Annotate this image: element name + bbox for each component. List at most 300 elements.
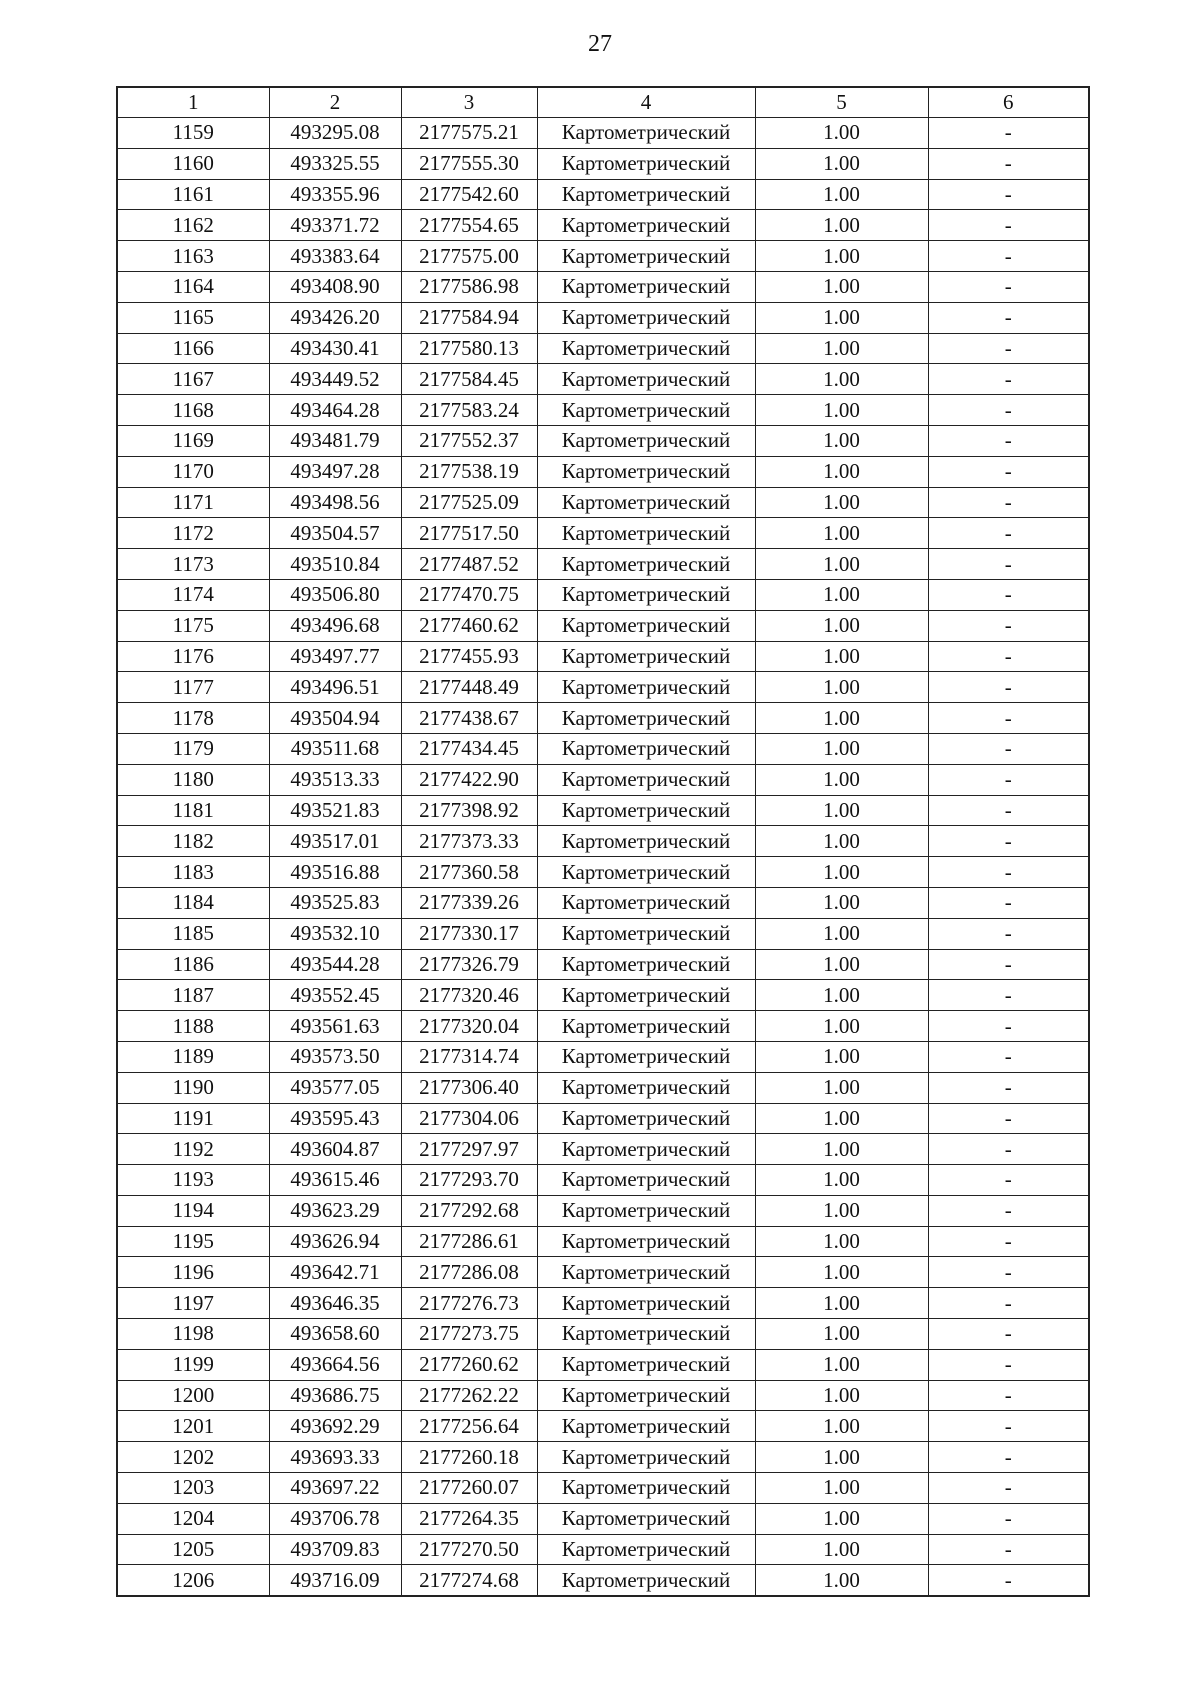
- table-row: [117, 271, 1089, 302]
- table-row: [117, 549, 1089, 580]
- cell-accuracy: 1.00: [755, 641, 928, 672]
- cell-note: -: [928, 1072, 1089, 1103]
- cell-note: -: [928, 980, 1089, 1011]
- cell-y-coordinate: 2177542.60: [401, 179, 537, 210]
- cell-x-coordinate: 493658.60: [269, 1319, 401, 1350]
- cell-y-coordinate: 2177339.26: [401, 887, 537, 918]
- cell-accuracy: 1.00: [755, 1103, 928, 1134]
- cell-x-coordinate: 493646.35: [269, 1288, 401, 1319]
- table-row: [117, 672, 1089, 703]
- cell-x-coordinate: 493449.52: [269, 364, 401, 395]
- cell-y-coordinate: 2177575.21: [401, 118, 537, 149]
- cell-point-number: 1180: [117, 764, 269, 795]
- cell-x-coordinate: 493709.83: [269, 1534, 401, 1565]
- cell-accuracy: 1.00: [755, 1226, 928, 1257]
- cell-accuracy: 1.00: [755, 1411, 928, 1442]
- table-header: [117, 87, 1089, 118]
- cell-point-number: 1169: [117, 425, 269, 456]
- cell-note: -: [928, 148, 1089, 179]
- coordinates-table: [116, 86, 1090, 1597]
- table-row: [117, 333, 1089, 364]
- cell-note: -: [928, 179, 1089, 210]
- cell-method: Картометрический: [537, 887, 755, 918]
- cell-x-coordinate: 493516.88: [269, 857, 401, 888]
- cell-x-coordinate: 493496.68: [269, 610, 401, 641]
- cell-y-coordinate: 2177286.08: [401, 1257, 537, 1288]
- cell-note: -: [928, 918, 1089, 949]
- cell-x-coordinate: 493664.56: [269, 1349, 401, 1380]
- cell-x-coordinate: 493371.72: [269, 210, 401, 241]
- table-row: [117, 980, 1089, 1011]
- cell-x-coordinate: 493552.45: [269, 980, 401, 1011]
- cell-point-number: 1195: [117, 1226, 269, 1257]
- cell-x-coordinate: 493706.78: [269, 1503, 401, 1534]
- cell-y-coordinate: 2177297.97: [401, 1134, 537, 1165]
- cell-method: Картометрический: [537, 241, 755, 272]
- cell-y-coordinate: 2177517.50: [401, 518, 537, 549]
- cell-accuracy: 1.00: [755, 1319, 928, 1350]
- cell-y-coordinate: 2177525.09: [401, 487, 537, 518]
- cell-x-coordinate: 493506.80: [269, 579, 401, 610]
- cell-method: Картометрический: [537, 1288, 755, 1319]
- cell-note: -: [928, 826, 1089, 857]
- cell-accuracy: 1.00: [755, 518, 928, 549]
- header-col-6: 6: [928, 87, 1089, 118]
- cell-note: -: [928, 1257, 1089, 1288]
- cell-note: -: [928, 641, 1089, 672]
- cell-method: Картометрический: [537, 302, 755, 333]
- cell-method: Картометрический: [537, 918, 755, 949]
- cell-point-number: 1175: [117, 610, 269, 641]
- cell-accuracy: 1.00: [755, 1011, 928, 1042]
- cell-accuracy: 1.00: [755, 425, 928, 456]
- cell-point-number: 1168: [117, 395, 269, 426]
- cell-y-coordinate: 2177326.79: [401, 949, 537, 980]
- cell-point-number: 1199: [117, 1349, 269, 1380]
- cell-note: -: [928, 118, 1089, 149]
- cell-method: Картометрический: [537, 1349, 755, 1380]
- cell-note: -: [928, 579, 1089, 610]
- cell-point-number: 1190: [117, 1072, 269, 1103]
- cell-accuracy: 1.00: [755, 980, 928, 1011]
- table-row: [117, 179, 1089, 210]
- table-row: [117, 641, 1089, 672]
- cell-point-number: 1177: [117, 672, 269, 703]
- cell-accuracy: 1.00: [755, 733, 928, 764]
- table-row: [117, 1473, 1089, 1504]
- cell-method: Картометрический: [537, 579, 755, 610]
- cell-accuracy: 1.00: [755, 949, 928, 980]
- table-row: [117, 703, 1089, 734]
- table-row: [117, 1380, 1089, 1411]
- cell-x-coordinate: 493497.77: [269, 641, 401, 672]
- cell-note: -: [928, 425, 1089, 456]
- cell-x-coordinate: 493642.71: [269, 1257, 401, 1288]
- cell-x-coordinate: 493355.96: [269, 179, 401, 210]
- cell-accuracy: 1.00: [755, 179, 928, 210]
- cell-method: Картометрический: [537, 1534, 755, 1565]
- cell-x-coordinate: 493626.94: [269, 1226, 401, 1257]
- cell-accuracy: 1.00: [755, 887, 928, 918]
- cell-y-coordinate: 2177360.58: [401, 857, 537, 888]
- cell-y-coordinate: 2177422.90: [401, 764, 537, 795]
- cell-x-coordinate: 493615.46: [269, 1165, 401, 1196]
- cell-x-coordinate: 493697.22: [269, 1473, 401, 1504]
- cell-x-coordinate: 493544.28: [269, 949, 401, 980]
- cell-method: Картометрический: [537, 1011, 755, 1042]
- table-row: [117, 364, 1089, 395]
- table-row: [117, 1072, 1089, 1103]
- cell-method: Картометрический: [537, 456, 755, 487]
- cell-accuracy: 1.00: [755, 395, 928, 426]
- cell-method: Картометрический: [537, 1195, 755, 1226]
- table-body: [117, 118, 1089, 1597]
- cell-x-coordinate: 493325.55: [269, 148, 401, 179]
- cell-method: Картометрический: [537, 795, 755, 826]
- cell-point-number: 1189: [117, 1041, 269, 1072]
- cell-y-coordinate: 2177304.06: [401, 1103, 537, 1134]
- cell-accuracy: 1.00: [755, 271, 928, 302]
- cell-method: Картометрический: [537, 179, 755, 210]
- cell-x-coordinate: 493561.63: [269, 1011, 401, 1042]
- cell-y-coordinate: 2177584.45: [401, 364, 537, 395]
- cell-x-coordinate: 493383.64: [269, 241, 401, 272]
- cell-point-number: 1196: [117, 1257, 269, 1288]
- cell-note: -: [928, 1041, 1089, 1072]
- cell-y-coordinate: 2177555.30: [401, 148, 537, 179]
- table-row: [117, 1041, 1089, 1072]
- cell-method: Картометрический: [537, 148, 755, 179]
- cell-method: Картометрический: [537, 1565, 755, 1596]
- cell-point-number: 1178: [117, 703, 269, 734]
- cell-x-coordinate: 493496.51: [269, 672, 401, 703]
- cell-x-coordinate: 493573.50: [269, 1041, 401, 1072]
- cell-y-coordinate: 2177293.70: [401, 1165, 537, 1196]
- cell-y-coordinate: 2177552.37: [401, 425, 537, 456]
- table-row: [117, 425, 1089, 456]
- cell-note: -: [928, 1503, 1089, 1534]
- cell-point-number: 1206: [117, 1565, 269, 1596]
- cell-point-number: 1187: [117, 980, 269, 1011]
- cell-point-number: 1170: [117, 456, 269, 487]
- cell-y-coordinate: 2177448.49: [401, 672, 537, 703]
- cell-x-coordinate: 493532.10: [269, 918, 401, 949]
- cell-y-coordinate: 2177554.65: [401, 210, 537, 241]
- cell-method: Картометрический: [537, 703, 755, 734]
- header-col-3: 3: [401, 87, 537, 118]
- cell-method: Картометрический: [537, 1503, 755, 1534]
- cell-y-coordinate: 2177274.68: [401, 1565, 537, 1596]
- cell-y-coordinate: 2177260.62: [401, 1349, 537, 1380]
- cell-note: -: [928, 241, 1089, 272]
- cell-note: -: [928, 1380, 1089, 1411]
- cell-y-coordinate: 2177398.92: [401, 795, 537, 826]
- cell-y-coordinate: 2177438.67: [401, 703, 537, 734]
- cell-method: Картометрический: [537, 1072, 755, 1103]
- cell-accuracy: 1.00: [755, 241, 928, 272]
- cell-note: -: [928, 1534, 1089, 1565]
- cell-note: -: [928, 1349, 1089, 1380]
- cell-y-coordinate: 2177487.52: [401, 549, 537, 580]
- table-row: [117, 949, 1089, 980]
- cell-note: -: [928, 1473, 1089, 1504]
- cell-method: Картометрический: [537, 333, 755, 364]
- cell-accuracy: 1.00: [755, 610, 928, 641]
- cell-x-coordinate: 493510.84: [269, 549, 401, 580]
- cell-note: -: [928, 1411, 1089, 1442]
- cell-point-number: 1173: [117, 549, 269, 580]
- cell-method: Картометрический: [537, 118, 755, 149]
- cell-x-coordinate: 493595.43: [269, 1103, 401, 1134]
- cell-accuracy: 1.00: [755, 1534, 928, 1565]
- cell-y-coordinate: 2177575.00: [401, 241, 537, 272]
- cell-point-number: 1204: [117, 1503, 269, 1534]
- cell-y-coordinate: 2177320.04: [401, 1011, 537, 1042]
- cell-note: -: [928, 1011, 1089, 1042]
- table-row: [117, 1319, 1089, 1350]
- cell-method: Картометрический: [537, 1442, 755, 1473]
- cell-point-number: 1159: [117, 118, 269, 149]
- cell-accuracy: 1.00: [755, 1134, 928, 1165]
- cell-note: -: [928, 271, 1089, 302]
- cell-y-coordinate: 2177470.75: [401, 579, 537, 610]
- cell-y-coordinate: 2177434.45: [401, 733, 537, 764]
- cell-point-number: 1164: [117, 271, 269, 302]
- table-row: [117, 857, 1089, 888]
- cell-x-coordinate: 493504.94: [269, 703, 401, 734]
- cell-point-number: 1202: [117, 1442, 269, 1473]
- cell-method: Картометрический: [537, 425, 755, 456]
- cell-accuracy: 1.00: [755, 1195, 928, 1226]
- table-row: [117, 487, 1089, 518]
- cell-point-number: 1163: [117, 241, 269, 272]
- table-row: [117, 118, 1089, 149]
- cell-accuracy: 1.00: [755, 764, 928, 795]
- cell-accuracy: 1.00: [755, 579, 928, 610]
- cell-method: Картометрический: [537, 1380, 755, 1411]
- table-row: [117, 1411, 1089, 1442]
- cell-note: -: [928, 1442, 1089, 1473]
- cell-note: -: [928, 1565, 1089, 1596]
- cell-note: -: [928, 764, 1089, 795]
- cell-point-number: 1186: [117, 949, 269, 980]
- cell-note: -: [928, 1134, 1089, 1165]
- cell-accuracy: 1.00: [755, 703, 928, 734]
- cell-x-coordinate: 493430.41: [269, 333, 401, 364]
- cell-x-coordinate: 493464.28: [269, 395, 401, 426]
- cell-method: Картометрический: [537, 1319, 755, 1350]
- header-col-5: 5: [755, 87, 928, 118]
- cell-note: -: [928, 456, 1089, 487]
- cell-accuracy: 1.00: [755, 826, 928, 857]
- header-col-2: 2: [269, 87, 401, 118]
- cell-y-coordinate: 2177584.94: [401, 302, 537, 333]
- cell-y-coordinate: 2177270.50: [401, 1534, 537, 1565]
- cell-method: Картометрический: [537, 641, 755, 672]
- cell-method: Картометрический: [537, 1226, 755, 1257]
- cell-y-coordinate: 2177586.98: [401, 271, 537, 302]
- cell-point-number: 1172: [117, 518, 269, 549]
- table-row: [117, 887, 1089, 918]
- cell-note: -: [928, 857, 1089, 888]
- cell-accuracy: 1.00: [755, 364, 928, 395]
- cell-method: Картометрический: [537, 857, 755, 888]
- cell-note: -: [928, 949, 1089, 980]
- cell-note: -: [928, 1195, 1089, 1226]
- cell-accuracy: 1.00: [755, 795, 928, 826]
- cell-accuracy: 1.00: [755, 1041, 928, 1072]
- cell-accuracy: 1.00: [755, 1349, 928, 1380]
- cell-point-number: 1171: [117, 487, 269, 518]
- cell-x-coordinate: 493517.01: [269, 826, 401, 857]
- page-number: 27: [588, 31, 612, 57]
- cell-method: Картометрический: [537, 1411, 755, 1442]
- cell-point-number: 1162: [117, 210, 269, 241]
- cell-y-coordinate: 2177256.64: [401, 1411, 537, 1442]
- cell-point-number: 1161: [117, 179, 269, 210]
- cell-point-number: 1174: [117, 579, 269, 610]
- cell-x-coordinate: 493521.83: [269, 795, 401, 826]
- cell-y-coordinate: 2177276.73: [401, 1288, 537, 1319]
- cell-note: -: [928, 1288, 1089, 1319]
- table-row: [117, 241, 1089, 272]
- cell-accuracy: 1.00: [755, 1288, 928, 1319]
- cell-x-coordinate: 493504.57: [269, 518, 401, 549]
- table-row: [117, 1503, 1089, 1534]
- cell-y-coordinate: 2177286.61: [401, 1226, 537, 1257]
- table-row: [117, 1565, 1089, 1596]
- cell-point-number: 1184: [117, 887, 269, 918]
- cell-y-coordinate: 2177260.07: [401, 1473, 537, 1504]
- cell-y-coordinate: 2177373.33: [401, 826, 537, 857]
- table-row: [117, 918, 1089, 949]
- cell-accuracy: 1.00: [755, 1072, 928, 1103]
- table-row: [117, 1011, 1089, 1042]
- cell-note: -: [928, 672, 1089, 703]
- cell-accuracy: 1.00: [755, 456, 928, 487]
- table-row: [117, 733, 1089, 764]
- table-row: [117, 826, 1089, 857]
- header-col-1: 1: [117, 87, 269, 118]
- cell-accuracy: 1.00: [755, 1165, 928, 1196]
- cell-method: Картометрический: [537, 949, 755, 980]
- cell-note: -: [928, 1319, 1089, 1350]
- cell-point-number: 1176: [117, 641, 269, 672]
- cell-point-number: 1192: [117, 1134, 269, 1165]
- cell-note: -: [928, 733, 1089, 764]
- cell-point-number: 1179: [117, 733, 269, 764]
- cell-method: Картометрический: [537, 395, 755, 426]
- cell-accuracy: 1.00: [755, 118, 928, 149]
- cell-note: -: [928, 1165, 1089, 1196]
- cell-y-coordinate: 2177314.74: [401, 1041, 537, 1072]
- table-row: [117, 764, 1089, 795]
- cell-method: Картометрический: [537, 1165, 755, 1196]
- cell-x-coordinate: 493498.56: [269, 487, 401, 518]
- cell-y-coordinate: 2177262.22: [401, 1380, 537, 1411]
- cell-accuracy: 1.00: [755, 1380, 928, 1411]
- cell-accuracy: 1.00: [755, 549, 928, 580]
- cell-point-number: 1167: [117, 364, 269, 395]
- cell-method: Картометрический: [537, 980, 755, 1011]
- cell-point-number: 1200: [117, 1380, 269, 1411]
- cell-method: Картометрический: [537, 1041, 755, 1072]
- table-row: [117, 456, 1089, 487]
- cell-note: -: [928, 887, 1089, 918]
- cell-y-coordinate: 2177455.93: [401, 641, 537, 672]
- table-row: [117, 579, 1089, 610]
- cell-note: -: [928, 364, 1089, 395]
- cell-point-number: 1160: [117, 148, 269, 179]
- cell-x-coordinate: 493497.28: [269, 456, 401, 487]
- cell-x-coordinate: 493525.83: [269, 887, 401, 918]
- table-row: [117, 1534, 1089, 1565]
- table-row: [117, 1442, 1089, 1473]
- cell-accuracy: 1.00: [755, 302, 928, 333]
- cell-method: Картометрический: [537, 1134, 755, 1165]
- cell-method: Картометрический: [537, 271, 755, 302]
- cell-x-coordinate: 493295.08: [269, 118, 401, 149]
- cell-x-coordinate: 493513.33: [269, 764, 401, 795]
- cell-accuracy: 1.00: [755, 148, 928, 179]
- cell-y-coordinate: 2177320.46: [401, 980, 537, 1011]
- cell-method: Картометрический: [537, 487, 755, 518]
- table-row: [117, 1165, 1089, 1196]
- cell-accuracy: 1.00: [755, 333, 928, 364]
- cell-method: Картометрический: [537, 826, 755, 857]
- table-row: [117, 302, 1089, 333]
- cell-accuracy: 1.00: [755, 857, 928, 888]
- cell-x-coordinate: 493481.79: [269, 425, 401, 456]
- table-row: [117, 1349, 1089, 1380]
- cell-accuracy: 1.00: [755, 1503, 928, 1534]
- cell-point-number: 1201: [117, 1411, 269, 1442]
- cell-point-number: 1191: [117, 1103, 269, 1134]
- cell-point-number: 1205: [117, 1534, 269, 1565]
- cell-note: -: [928, 333, 1089, 364]
- cell-point-number: 1182: [117, 826, 269, 857]
- cell-note: -: [928, 487, 1089, 518]
- cell-accuracy: 1.00: [755, 210, 928, 241]
- cell-method: Картометрический: [537, 733, 755, 764]
- cell-x-coordinate: 493426.20: [269, 302, 401, 333]
- cell-note: -: [928, 210, 1089, 241]
- cell-method: Картометрический: [537, 1473, 755, 1504]
- cell-y-coordinate: 2177460.62: [401, 610, 537, 641]
- cell-y-coordinate: 2177273.75: [401, 1319, 537, 1350]
- cell-accuracy: 1.00: [755, 1473, 928, 1504]
- cell-x-coordinate: 493693.33: [269, 1442, 401, 1473]
- cell-method: Картометрический: [537, 364, 755, 395]
- cell-method: Картометрический: [537, 764, 755, 795]
- cell-y-coordinate: 2177580.13: [401, 333, 537, 364]
- cell-method: Картометрический: [537, 549, 755, 580]
- cell-note: -: [928, 518, 1089, 549]
- cell-note: -: [928, 549, 1089, 580]
- cell-point-number: 1203: [117, 1473, 269, 1504]
- cell-point-number: 1181: [117, 795, 269, 826]
- cell-note: -: [928, 703, 1089, 734]
- cell-y-coordinate: 2177583.24: [401, 395, 537, 426]
- table-row: [117, 1195, 1089, 1226]
- cell-y-coordinate: 2177330.17: [401, 918, 537, 949]
- cell-accuracy: 1.00: [755, 487, 928, 518]
- cell-x-coordinate: 493692.29: [269, 1411, 401, 1442]
- table-row: [117, 1288, 1089, 1319]
- cell-method: Картометрический: [537, 518, 755, 549]
- table-row: [117, 1257, 1089, 1288]
- cell-point-number: 1188: [117, 1011, 269, 1042]
